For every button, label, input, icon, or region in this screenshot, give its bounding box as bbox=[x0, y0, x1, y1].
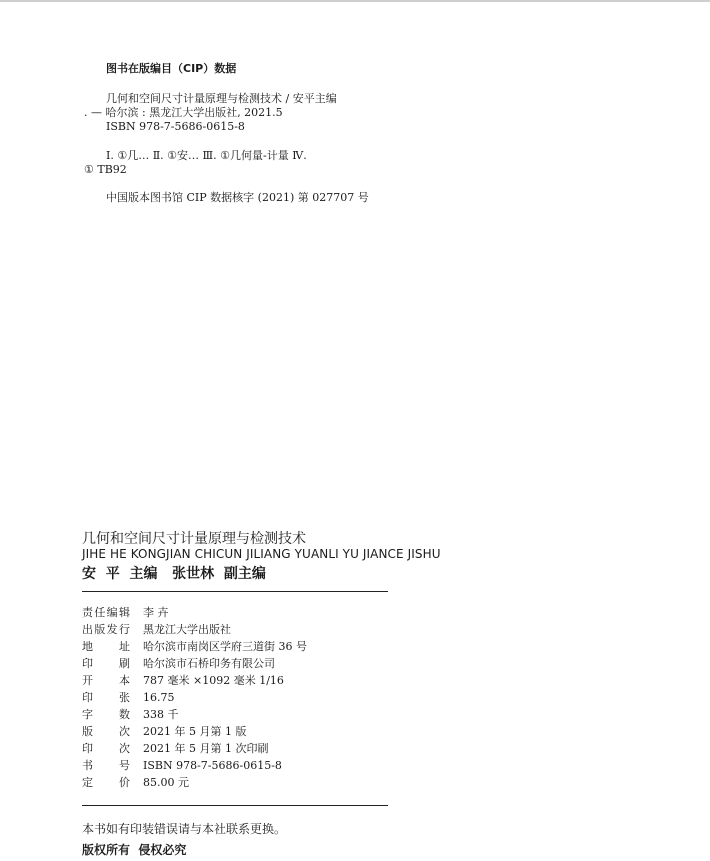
detail-value: 85.00 元 bbox=[143, 776, 189, 789]
detail-label: 印 次 bbox=[82, 742, 130, 755]
detail-label: 印 刷 bbox=[82, 657, 130, 670]
cip-publisher-line: . — 哈尔滨 : 黑龙江大学出版社, 2021.5 bbox=[84, 106, 283, 119]
cip-title-line: 几何和空间尺寸计量原理与检测技术 / 安平主编 bbox=[106, 92, 337, 105]
detail-label: 地 址 bbox=[82, 640, 130, 653]
detail-value: 2021 年 5 月第 1 次印刷 bbox=[143, 742, 269, 755]
cip-record-number: 中国版本图书馆 CIP 数据核字 (2021) 第 027707 号 bbox=[106, 191, 369, 204]
detail-value: 黑龙江大学出版社 bbox=[143, 623, 231, 636]
cip-classification-code: ① TB92 bbox=[84, 163, 127, 176]
detail-value: ISBN 978-7-5686-0615-8 bbox=[143, 759, 282, 772]
detail-value: 哈尔滨市石桥印务有限公司 bbox=[143, 657, 275, 670]
detail-label: 字 数 bbox=[82, 708, 130, 721]
detail-value: 338 千 bbox=[143, 708, 179, 721]
lower-divider bbox=[82, 805, 388, 806]
cip-classification-line: Ⅰ. ①几… Ⅱ. ①安… Ⅲ. ①几何量-计量 Ⅳ. bbox=[106, 149, 307, 162]
page-top-rule bbox=[0, 0, 710, 2]
book-editors: 安 平 主编 张世林 副主编 bbox=[82, 566, 266, 582]
detail-label: 责 任 编 辑 bbox=[82, 606, 130, 619]
detail-value: 16.75 bbox=[143, 691, 175, 704]
misprint-notice: 本书如有印装错误请与本社联系更换。 bbox=[82, 822, 287, 836]
detail-label: 印 张 bbox=[82, 691, 130, 704]
detail-value: 李 卉 bbox=[143, 606, 169, 619]
detail-label: 定 价 bbox=[82, 776, 130, 789]
cip-heading: 图书在版编目（CIP）数据 bbox=[106, 62, 237, 75]
detail-label: 出 版 发 行 bbox=[82, 623, 130, 636]
copyright-notice: 版权所有 侵权必究 bbox=[82, 843, 187, 857]
detail-label: 书 号 bbox=[82, 759, 130, 772]
detail-value: 哈尔滨市南岗区学府三道街 36 号 bbox=[143, 640, 307, 653]
cip-isbn-line: ISBN 978-7-5686-0615-8 bbox=[106, 120, 245, 133]
upper-divider bbox=[82, 591, 388, 592]
book-title-chinese: 几何和空间尺寸计量原理与检测技术 bbox=[82, 531, 306, 547]
detail-value: 787 毫米 ×1092 毫米 1/16 bbox=[143, 674, 284, 687]
detail-label: 版 次 bbox=[82, 725, 130, 738]
book-title-pinyin: JIHE HE KONGJIAN CHICUN JILIANG YUANLI YU JIANCE JISHU bbox=[82, 547, 441, 561]
detail-value: 2021 年 5 月第 1 版 bbox=[143, 725, 247, 738]
detail-label: 开 本 bbox=[82, 674, 130, 687]
